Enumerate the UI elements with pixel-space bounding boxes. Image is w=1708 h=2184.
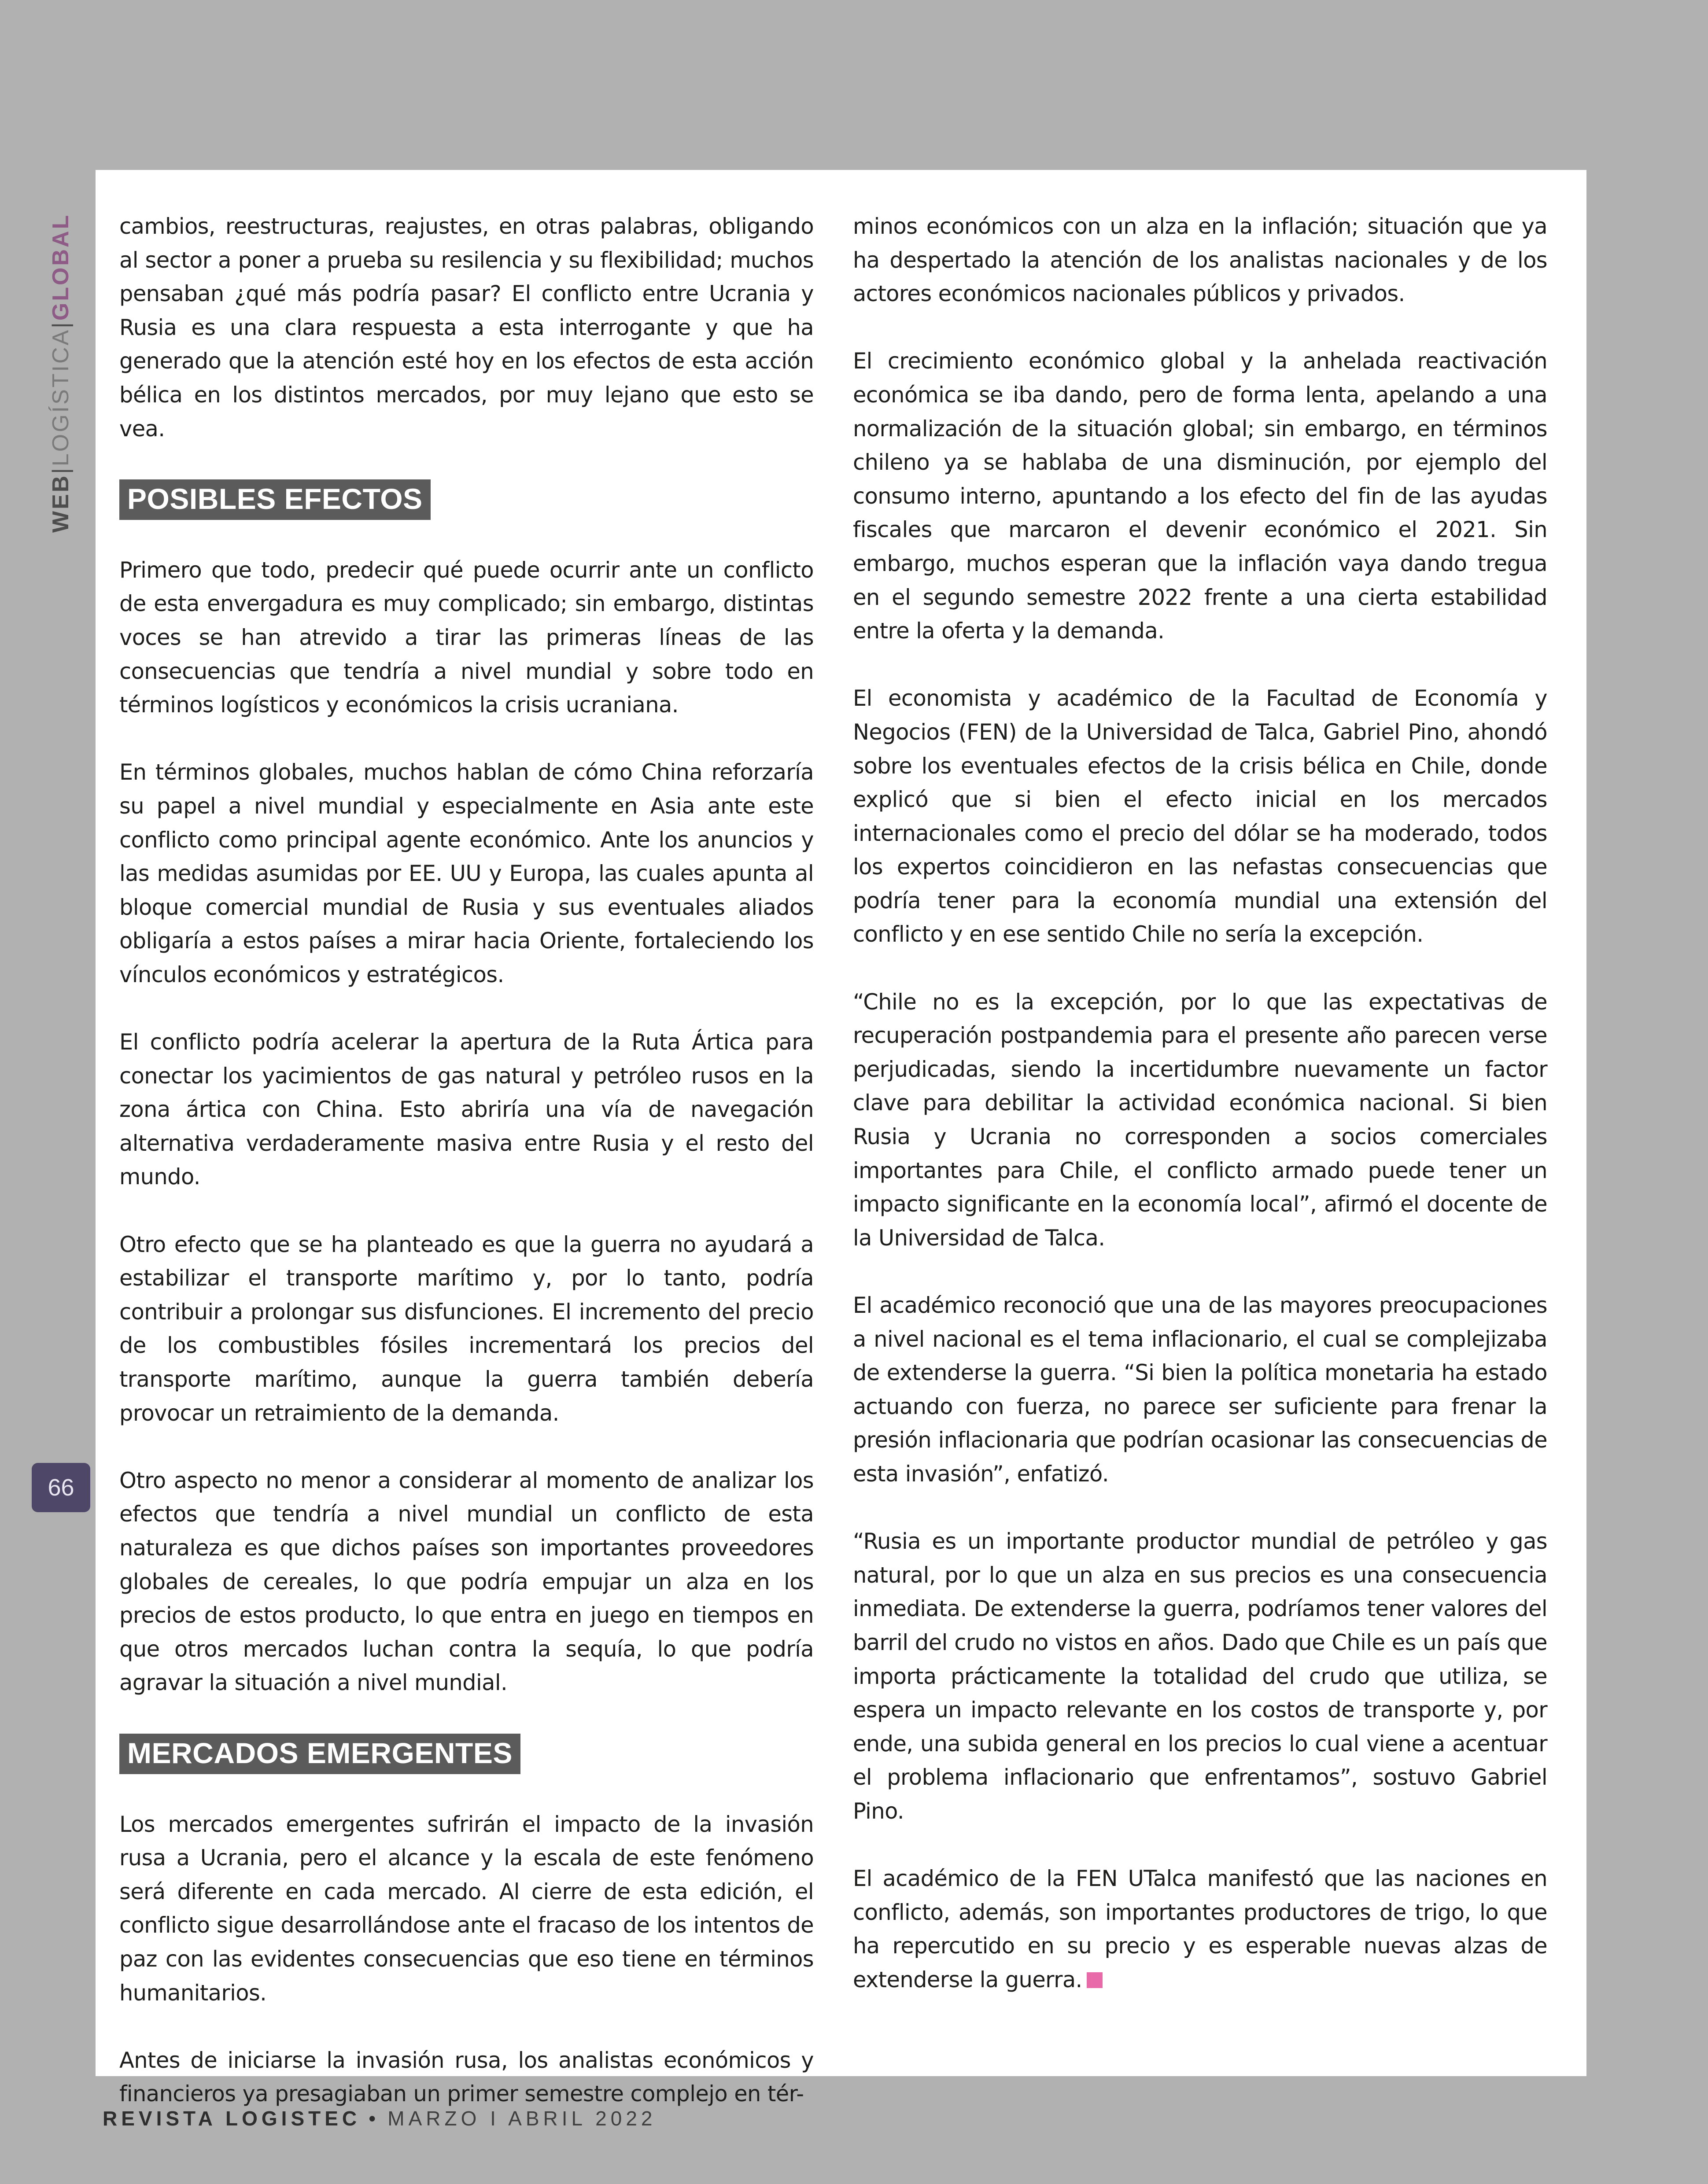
section-label-global: GLOBAL [48, 213, 74, 321]
article-paragraph: “Rusia es un importante productor mundial de petróleo y gas natural, por lo que un alza en sus precios es una consecuencia inmediata. De extenderse la guerra, podríamos tener valores del barril del crudo no vistos en años. Dado que Chile es un país que importa prácticamente la totalidad del crudo que utiliza, se espera un impacto relevante en los costos de transporte y, por ende, una subida general en los precios lo cual viene a acentuar el problema inflacionario que enfrentamos”, sostuvo Gabriel Pino. [853, 1528, 1547, 1824]
article-paragraph: El académico reconoció que una de las mayores preocupaciones a nivel nacional es el tema inflacionario, el cual se complejizaba de extenderse la guerra. “Si bien la política monetaria ha estado actuando con fuerza, no parece ser suficiente para frenar la presión inflacionaria que podrían ocasionar las consecuencias de esta invasión”, enfatizó. [853, 1293, 1547, 1487]
article-paragraph: El crecimiento económico global y la anhelada reactivación económica se iba dando, pero de forma lenta, apelando a una normalización de la situación global; sin embargo, en términos chileno ya se hablaba de una disminución, por ejemplo del consumo interno, apuntando a los efecto del fin de las ayudas fiscales que marcaron el devenir económico el 2021. Sin embargo, muchos esperan que la inflación vaya dando tregua en el segundo semestre 2022 frente a una cierta estabilidad entre la oferta y la demanda. [853, 348, 1547, 644]
section-label-web: WEB [48, 474, 74, 533]
footer-date: MARZO I ABRIL 2022 [387, 2107, 657, 2130]
section-label [48, 214, 74, 533]
article-paragraph: Otro efecto que se ha planteado es que la guerra no ayudará a estabilizar el transporte marítimo y, por lo tanto, podría contribuir a prolongar sus disfunciones. El incremento del precio de los combustibles fósiles incrementará los precios del transporte marítimo, aunque la guerra también debería provocar un retraimiento de la demanda. [119, 1231, 814, 1426]
article-paragraph: Los mercados emergentes sufrirán el impacto de la invasión rusa a Ucrania, pero el alcance y la escala de este fenómeno será diferente en cada mercado. Al cierre de esta edición, el conflicto sigue desarrollándose ante el fracaso de los intentos de paz con las evidentes consecuencias que eso tiene en términos humanitarios. [119, 1811, 814, 2006]
page-number-badge: 66 [32, 1463, 90, 1512]
article-column-left [119, 210, 814, 2111]
section-heading-posibles-efectos: POSIBLES EFECTOS [119, 479, 431, 520]
article-end-mark-icon [1087, 1972, 1103, 1988]
article-paragraph: El economista y académico de la Facultad de Economía y Negocios (FEN) de la Universidad de Talca, Gabriel Pino, ahondó sobre los eventuales efectos de la crisis bélica en Chile, donde explicó que si bien el efecto inicial en los mercados internacionales como el precio del dólar se ha moderado, todos los expertos coincidieron en las nefastas consecuencias que podría tener para la economía mundial una extensión del conflicto y en ese sentido Chile no sería la excepción. [853, 685, 1547, 947]
footer-brand: REVISTA LOGISTEC [103, 2107, 361, 2130]
article-page [96, 170, 1586, 2107]
article-paragraph: cambios, reestructuras, reajustes, en otras palabras, obligando al sector a poner a prueba su resilencia y su flexibilidad; muchos pensaban ¿qué más podría pasar? El conflicto entre Ucrania y Rusia es una clara respuesta a esta interrogante y que ha generado que la atención esté hoy en los efectos de esta acción bélica en los distintos mercados, por muy lejano que esto se vea. [119, 214, 814, 442]
article-column-right [853, 210, 1547, 1996]
article-paragraph-final [853, 1862, 1547, 1996]
footer-separator: • [369, 2107, 380, 2130]
article-paragraph: Antes de iniciarse la invasión rusa, los analistas económicos y financieros ya presagiaban un primer semestre complejo en tér- [119, 2047, 814, 2107]
article-paragraph-text: El académico de la FEN UTalca manifestó que las naciones en conflicto, además, son importantes productores de trigo, lo que ha repercutido en su precio y es esperable nuevas alzas de extenderse la guerra. [853, 1866, 1547, 1992]
article-paragraph: “Chile no es la excepción, por lo que las expectativas de recuperación postpandemia para el presente año parecen verse perjudicadas, siendo la incertidumbre nuevamente un factor clave para debilitar la actividad económica nacional. Si bien Rusia y Ucrania no corresponden a socios comerciales importantes para Chile, el conflicto armado puede tener un impacto significante en la economía local”, afirmó el docente de la Universidad de Talca. [853, 989, 1547, 1251]
page-footer [103, 2106, 657, 2131]
section-label-separator: | [48, 466, 74, 474]
article-paragraph: El conflicto podría acelerar la apertura de la Ruta Ártica para conectar los yacimientos de gas natural y petróleo rusos en la zona ártica con China. Esto abriría una vía de navegación alternativa verdaderamente masiva entre Rusia y el resto del mundo. [119, 1029, 814, 1190]
article-paragraph: minos económicos con un alza en la inflación; situación que ya ha despertado la atención de los analistas nacionales y de los actores económicos nacionales públicos y privados. [853, 214, 1547, 307]
article-paragraph: Primero que todo, predecir qué puede ocurrir ante un conflicto de esta envergadura es muy complicado; sin embargo, distintas voces se han atrevido a tirar las primeras líneas de las consecuencias que tendría a nivel mundial y sobre todo en términos logísticos y económicos la crisis ucraniana. [119, 557, 814, 718]
section-label-logistica: LOGÍSTICA [48, 328, 74, 467]
section-heading-mercados-emergentes: MERCADOS EMERGENTES [119, 1734, 520, 1774]
section-label-separator: | [48, 320, 74, 328]
article-paragraph: En términos globales, muchos hablan de cómo China reforzaría su papel a nivel mundial y especialmente en Asia ante este conflicto como principal agente económico. Ante los anuncios y las medidas asumidas por EE. UU y Europa, las cuales apunta al bloque comercial mundial de Rusia y sus eventuales aliados obligaría a estos países a mirar hacia Oriente, fortaleciendo los vínculos económicos y estratégicos. [119, 759, 814, 987]
article-paragraph: Otro aspecto no menor a considerar al momento de analizar los efectos que tendría a nivel mundial un conflicto de esta naturaleza es que dichos países son importantes proveedores globales de cereales, lo que podría empujar un alza en los precios de estos producto, lo que entra en juego en tiempos en que otros mercados luchan contra la sequía, lo que podría agravar la situación a nivel mundial. [119, 1467, 814, 1696]
